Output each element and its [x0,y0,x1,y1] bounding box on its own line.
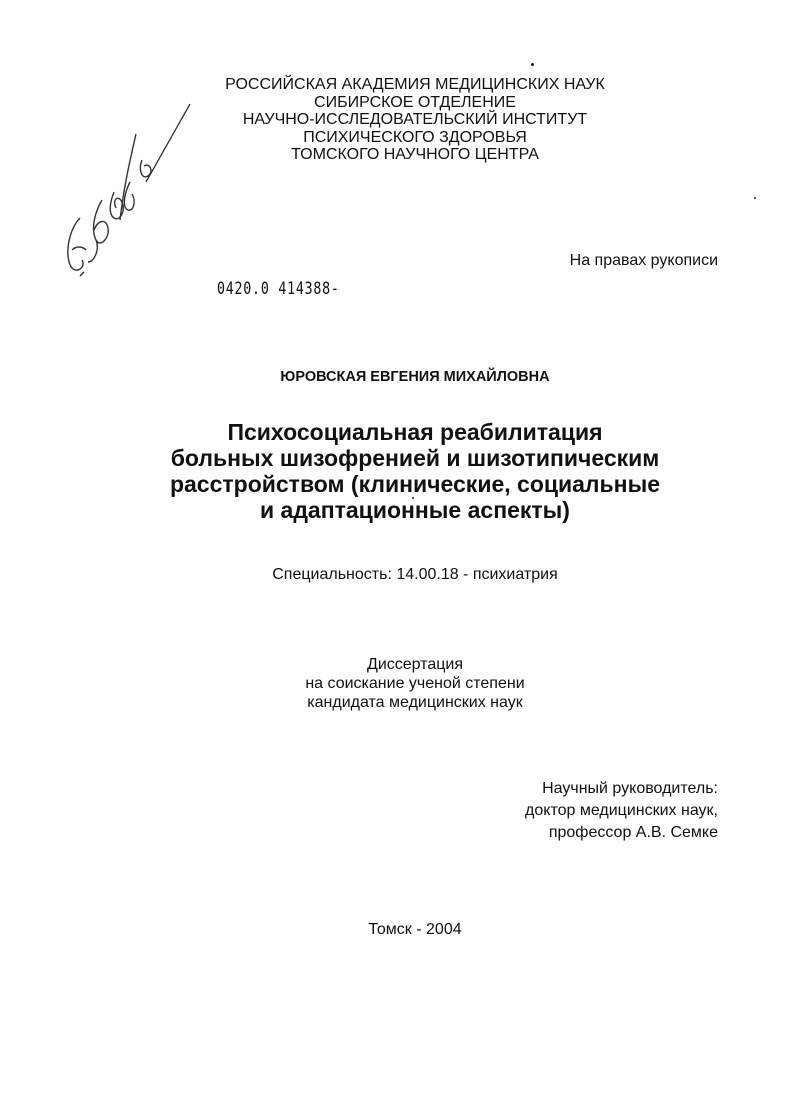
institution-line: СИБИРСКОЕ ОТДЕЛЕНИЕ [314,93,516,111]
title-line: расстройством (клинические, социальные [169,471,661,497]
thesis-type [150,655,680,712]
title-line: и адаптационные аспекты) [260,497,570,523]
institution-line: РОССИЙСКАЯ АКАДЕМИЯ МЕДИЦИНСКИХ НАУК [225,76,605,93]
title-line: Психосоциальная реабилитация [227,419,603,445]
scan-speck [754,197,756,199]
institution-header [120,76,710,164]
dissertation-title [120,419,710,523]
thesis-line: Диссертация [366,656,464,673]
advisor-line: доктор медицинских наук, [525,802,718,819]
scan-speck [531,63,534,66]
title-line: больных шизофренией и шизотипическим [170,445,660,471]
institution-line: ТОМСКОГО НАУЧНОГО ЦЕНТРА [291,146,539,163]
advisor-line: Научный руководитель: [542,780,718,797]
institution-line: НАУЧНО-ИССЛЕДОВАТЕЛЬСКИЙ ИНСТИТУТ [242,111,588,128]
scientific-advisor [525,778,718,844]
city-year: Томск - 2004 [368,921,462,938]
institution-line: ПСИХИЧЕСКОГО ЗДОРОВЬЯ [303,128,527,146]
thesis-line: на соискание ученой степени [305,675,525,692]
thesis-line: кандидата медицинских наук [307,694,523,711]
author-name: ЮРОВСКАЯ ЕВГЕНИЯ МИХАЙЛОВНА [280,369,550,385]
advisor-line: профессор А.В. Семке [548,824,718,841]
registry-number: 0420.0 414388- [217,279,340,299]
rights-note: На правах рукописи [569,252,718,269]
specialty: Специальность: 14.00.18 - психиатрия [272,566,558,583]
